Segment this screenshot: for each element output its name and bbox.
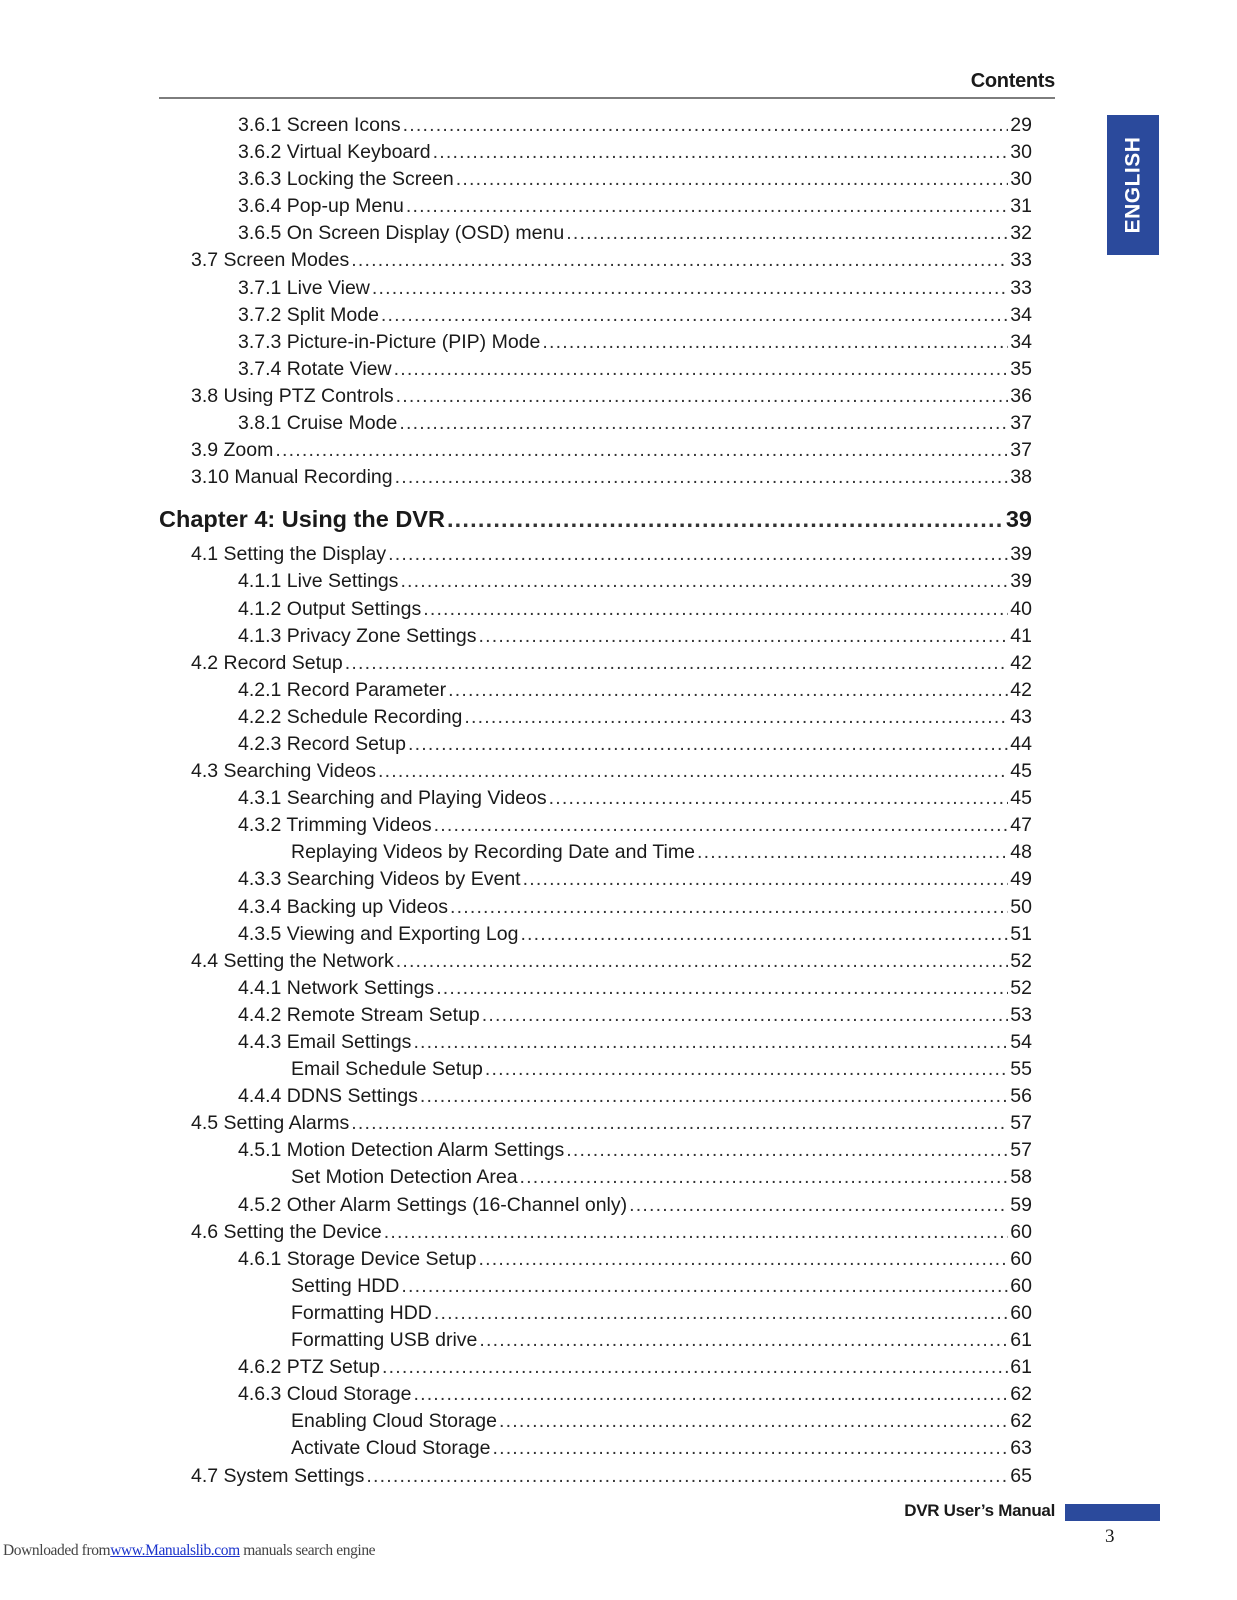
footer-accent-bar	[1065, 1504, 1160, 1521]
toc-page-number: 65	[1010, 1464, 1032, 1487]
toc-dot-leader	[436, 975, 1008, 1002]
toc-dot-leader	[520, 1164, 1009, 1191]
toc-dot-leader	[464, 704, 1008, 731]
toc-dot-leader	[413, 1029, 1008, 1056]
toc-row[interactable]	[159, 275, 1032, 302]
toc-dot-leader	[382, 1354, 1008, 1381]
toc-entry-label: 3.7.1 Live View	[238, 276, 370, 299]
toc-dot-leader	[433, 139, 1009, 166]
toc-dot-leader	[499, 1408, 1008, 1435]
toc-page-number: 49	[1010, 868, 1032, 891]
toc-dot-leader	[456, 166, 1009, 193]
toc-dot-leader	[523, 866, 1009, 893]
table-of-contents	[159, 112, 1032, 1490]
toc-entry-label: Formatting USB drive	[291, 1329, 478, 1352]
toc-chapter-row[interactable]	[159, 504, 1032, 534]
toc-page-number: 55	[1010, 1058, 1032, 1081]
toc-dot-leader	[520, 921, 1008, 948]
toc-row[interactable]	[159, 866, 1032, 893]
toc-entry-label: 4.6 Setting the Device	[191, 1220, 382, 1243]
toc-page-number: 58	[1010, 1166, 1032, 1189]
toc-entry-label: Activate Cloud Storage	[291, 1437, 491, 1460]
toc-page-number: 39	[1010, 570, 1032, 593]
toc-row[interactable]	[159, 812, 1032, 839]
toc-row[interactable]	[159, 1435, 1032, 1462]
toc-entry-label: Set Motion Detection Area	[291, 1166, 518, 1189]
toc-row[interactable]	[159, 1002, 1032, 1029]
toc-dot-leader	[423, 596, 1008, 623]
toc-row[interactable]	[159, 839, 1032, 866]
toc-entry-label: 4.4.3 Email Settings	[238, 1031, 412, 1053]
toc-entry-label: 4.3.2 Trimming Videos	[238, 814, 432, 837]
toc-entry-label: 4.2.2 Schedule Recording	[238, 705, 463, 728]
toc-row[interactable]	[159, 704, 1032, 731]
toc-entry-label: 3.7.3 Picture-in-Picture (PIP) Mode	[238, 330, 541, 353]
toc-page-number: 43	[1010, 705, 1032, 728]
toc-entry-label: 3.7 Screen Modes	[191, 249, 350, 272]
toc-row[interactable]	[159, 193, 1032, 220]
toc-row[interactable]	[159, 1029, 1032, 1056]
toc-page-number: 41	[1010, 624, 1032, 647]
toc-page-number: 61	[1010, 1329, 1032, 1352]
toc-entry-label: Setting HDD	[291, 1274, 400, 1297]
toc-dot-leader	[482, 1002, 1009, 1029]
toc-row[interactable]	[159, 1354, 1032, 1381]
toc-row[interactable]	[159, 1273, 1032, 1300]
toc-entry-label: 4.3.5 Viewing and Exporting Log	[238, 922, 519, 945]
toc-row[interactable]	[159, 758, 1032, 785]
toc-row[interactable]	[159, 568, 1032, 595]
toc-row[interactable]	[159, 383, 1032, 410]
toc-page-number: 45	[1010, 760, 1032, 783]
toc-dot-leader	[351, 1110, 1008, 1137]
toc-dot-leader	[566, 1137, 1008, 1164]
toc-entry-label: 3.9 Zoom	[191, 439, 274, 462]
toc-entry-label: 3.8.1 Cruise Mode	[238, 412, 398, 435]
toc-page-number: 57	[1010, 1139, 1032, 1162]
toc-row[interactable]	[159, 1137, 1032, 1164]
toc-dot-leader	[566, 220, 1008, 247]
toc-entry-label: 4.6.2 PTZ Setup	[238, 1356, 380, 1379]
toc-dot-leader	[378, 758, 1008, 785]
toc-entry-label: Formatting HDD	[291, 1301, 432, 1324]
toc-row[interactable]	[159, 139, 1032, 166]
toc-page-number: 60	[1010, 1220, 1032, 1243]
toc-dot-leader	[450, 894, 1008, 921]
toc-entry-label: 4.3.3 Searching Videos by Event	[238, 868, 521, 891]
toc-page-number: 45	[1010, 787, 1032, 810]
toc-dot-leader	[479, 1327, 1008, 1354]
page-number: 3	[1105, 1526, 1115, 1547]
toc-dot-leader	[396, 948, 1009, 975]
toc-page-number: 33	[1010, 276, 1032, 299]
toc-page-number: 62	[1010, 1410, 1032, 1433]
toc-entry-label: 4.7 System Settings	[191, 1464, 365, 1487]
toc-row[interactable]	[159, 220, 1032, 247]
toc-dot-leader	[403, 112, 1009, 139]
toc-entry-label: 3.6.2 Virtual Keyboard	[238, 141, 431, 164]
page-header-title: Contents	[970, 70, 1055, 92]
toc-entry-label: 4.5.1 Motion Detection Alarm Settings	[238, 1139, 565, 1162]
toc-page-number: 60	[1010, 1274, 1032, 1297]
toc-dot-leader	[381, 302, 1008, 329]
toc-dot-leader	[447, 504, 1004, 534]
download-note	[3, 1542, 375, 1560]
toc-dot-leader	[448, 677, 1008, 704]
toc-row[interactable]	[159, 1381, 1032, 1408]
toc-page-number: 29	[1010, 114, 1032, 136]
toc-page-number: 30	[1010, 168, 1032, 191]
toc-row[interactable]	[159, 921, 1032, 948]
toc-page-number: 40	[1010, 597, 1032, 620]
toc-row[interactable]	[159, 247, 1032, 274]
toc-row[interactable]	[159, 948, 1032, 975]
toc-row[interactable]	[159, 894, 1032, 921]
toc-dot-leader	[396, 383, 1009, 410]
toc-entry-label: 4.5.2 Other Alarm Settings (16-Channel only)	[238, 1193, 628, 1216]
toc-dot-leader	[697, 839, 1008, 866]
toc-entry-label: 4.3.1 Searching and Playing Videos	[238, 787, 547, 810]
toc-page-number: 42	[1010, 678, 1032, 701]
toc-page-number: 32	[1010, 222, 1032, 245]
download-suffix: manuals search engine	[239, 1542, 376, 1559]
toc-row[interactable]	[159, 410, 1032, 437]
toc-entry-label: 4.1.3 Privacy Zone Settings	[238, 624, 477, 647]
toc-page-number: 37	[1010, 412, 1032, 435]
toc-entry-label: 4.3 Searching Videos	[191, 760, 377, 783]
toc-entry-label: 4.4 Setting the Network	[191, 949, 394, 972]
toc-dot-leader	[629, 1192, 1008, 1219]
toc-dot-leader	[395, 464, 1009, 491]
toc-page-number: 42	[1010, 651, 1032, 674]
toc-row[interactable]	[159, 1327, 1032, 1354]
toc-entry-label: 4.6.1 Storage Device Setup	[238, 1247, 477, 1270]
toc-page-number: 39	[1010, 543, 1032, 566]
toc-entry-label: 4.1.1 Live Settings	[238, 570, 399, 593]
toc-row[interactable]	[159, 623, 1032, 650]
toc-row[interactable]	[159, 541, 1032, 568]
toc-entry-label: 3.6.4 Pop-up Menu	[238, 195, 404, 218]
toc-dot-leader	[420, 1083, 1008, 1110]
toc-page-number: 53	[1010, 1003, 1032, 1026]
manualslib-link[interactable]: www.Manualslib.com	[110, 1542, 240, 1559]
toc-page-number: 48	[1010, 841, 1032, 864]
toc-row[interactable]	[159, 677, 1032, 704]
toc-dot-leader	[413, 1381, 1008, 1408]
toc-dot-leader	[479, 1246, 1009, 1273]
toc-entry-label: 4.1 Setting the Display	[191, 543, 387, 566]
toc-page-number: 38	[1010, 466, 1032, 489]
toc-page-number: 34	[1010, 303, 1032, 326]
toc-dot-leader	[406, 193, 1008, 220]
download-prefix: Downloaded from	[3, 1542, 111, 1559]
toc-dot-leader	[345, 650, 1009, 677]
toc-page-number: 35	[1010, 357, 1032, 380]
toc-row[interactable]	[159, 1300, 1032, 1327]
toc-page-number: 62	[1010, 1383, 1032, 1406]
toc-dot-leader	[478, 623, 1008, 650]
toc-entry-label: 4.2 Record Setup	[191, 651, 343, 674]
toc-row[interactable]	[159, 1246, 1032, 1273]
toc-entry-label: 4.6.3 Cloud Storage	[238, 1383, 412, 1406]
toc-page-number: 60	[1010, 1247, 1032, 1270]
toc-page-number: 44	[1010, 732, 1032, 755]
toc-entry-label: 3.10 Manual Recording	[191, 466, 393, 489]
toc-page-number: 33	[1010, 249, 1032, 272]
toc-page-number: 37	[1010, 439, 1032, 462]
toc-dot-leader	[549, 785, 1009, 812]
toc-row[interactable]	[159, 1408, 1032, 1435]
toc-row[interactable]	[159, 1192, 1032, 1219]
toc-dot-leader	[275, 437, 1008, 464]
toc-dot-leader	[542, 329, 1008, 356]
toc-page-number: 51	[1010, 922, 1032, 945]
toc-row[interactable]	[159, 785, 1032, 812]
toc-dot-leader	[434, 812, 1009, 839]
toc-page-number: 36	[1010, 384, 1032, 407]
toc-page-number: 54	[1010, 1031, 1032, 1053]
toc-entry-label: Chapter 4: Using the DVR	[159, 506, 445, 533]
toc-row[interactable]	[159, 1219, 1032, 1246]
toc-entry-label: 4.3.4 Backing up Videos	[238, 895, 448, 918]
toc-page-number: 39	[1005, 506, 1032, 533]
toc-entry-label: Replaying Videos by Recording Date and Time	[291, 841, 695, 864]
toc-entry-label: 4.4.1 Network Settings	[238, 976, 435, 999]
toc-page-number: 59	[1010, 1193, 1032, 1216]
toc-page-number: 47	[1010, 814, 1032, 837]
toc-dot-leader	[372, 275, 1008, 302]
toc-entry-label: 4.5 Setting Alarms	[191, 1112, 350, 1135]
toc-entry-label: 4.4.4 DDNS Settings	[238, 1085, 418, 1108]
toc-row[interactable]	[159, 1083, 1032, 1110]
toc-row[interactable]	[159, 596, 1032, 623]
toc-entry-label: 3.7.4 Rotate View	[238, 357, 392, 380]
toc-row[interactable]	[159, 1056, 1032, 1083]
language-tab	[1107, 115, 1159, 255]
toc-dot-leader	[434, 1300, 1008, 1327]
toc-row[interactable]	[159, 464, 1032, 491]
toc-page-number: 50	[1010, 895, 1032, 918]
toc-page-number: 52	[1010, 949, 1032, 972]
toc-page-number: 34	[1010, 330, 1032, 353]
toc-row[interactable]	[159, 166, 1032, 193]
toc-dot-leader	[485, 1056, 1008, 1083]
toc-row[interactable]	[159, 437, 1032, 464]
toc-dot-leader	[384, 1219, 1009, 1246]
toc-entry-label: 3.6.5 On Screen Display (OSD) menu	[238, 222, 565, 245]
toc-entry-label: Email Schedule Setup	[291, 1058, 483, 1081]
toc-dot-leader	[408, 731, 1008, 758]
toc-dot-leader	[492, 1435, 1008, 1462]
toc-page-number: 57	[1010, 1112, 1032, 1135]
toc-entry-label: 4.2.3 Record Setup	[238, 732, 407, 755]
header-divider	[159, 97, 1055, 99]
toc-dot-leader	[401, 1273, 1008, 1300]
toc-row[interactable]	[159, 731, 1032, 758]
toc-row[interactable]	[159, 302, 1032, 329]
toc-entry-label: 3.7.2 Split Mode	[238, 303, 379, 326]
toc-entry-label: Enabling Cloud Storage	[291, 1410, 497, 1433]
language-tab-label: ENGLISH	[1121, 136, 1144, 234]
toc-row[interactable]	[159, 112, 1032, 139]
toc-page-number: 31	[1010, 195, 1032, 218]
toc-row[interactable]	[159, 650, 1032, 677]
toc-row[interactable]	[159, 975, 1032, 1002]
toc-page-number: 60	[1010, 1301, 1032, 1324]
toc-dot-leader	[388, 541, 1008, 568]
toc-row[interactable]	[159, 356, 1032, 383]
toc-row[interactable]	[159, 1110, 1032, 1137]
toc-entry-label: 4.1.2 Output Settings	[238, 597, 422, 620]
toc-row[interactable]	[159, 1463, 1032, 1490]
toc-page-number: 56	[1010, 1085, 1032, 1108]
toc-entry-label: 4.4.2 Remote Stream Setup	[238, 1003, 480, 1026]
toc-page-number: 61	[1010, 1356, 1032, 1379]
toc-dot-leader	[394, 356, 1009, 383]
footer-manual-title: DVR User’s Manual	[904, 1501, 1055, 1520]
toc-entry-label: 3.6.3 Locking the Screen	[238, 168, 454, 191]
toc-page-number: 63	[1010, 1437, 1032, 1460]
toc-dot-leader	[399, 410, 1008, 437]
toc-dot-leader	[366, 1463, 1008, 1490]
toc-entry-label: 4.2.1 Record Parameter	[238, 678, 447, 701]
toc-page-number: 30	[1010, 141, 1032, 164]
toc-dot-leader	[400, 568, 1008, 595]
toc-row[interactable]	[159, 329, 1032, 356]
toc-row[interactable]	[159, 1164, 1032, 1191]
toc-entry-label: 3.6.1 Screen Icons	[238, 114, 401, 136]
toc-dot-leader	[351, 247, 1008, 274]
toc-page-number: 52	[1010, 976, 1032, 999]
toc-entry-label: 3.8 Using PTZ Controls	[191, 384, 394, 407]
